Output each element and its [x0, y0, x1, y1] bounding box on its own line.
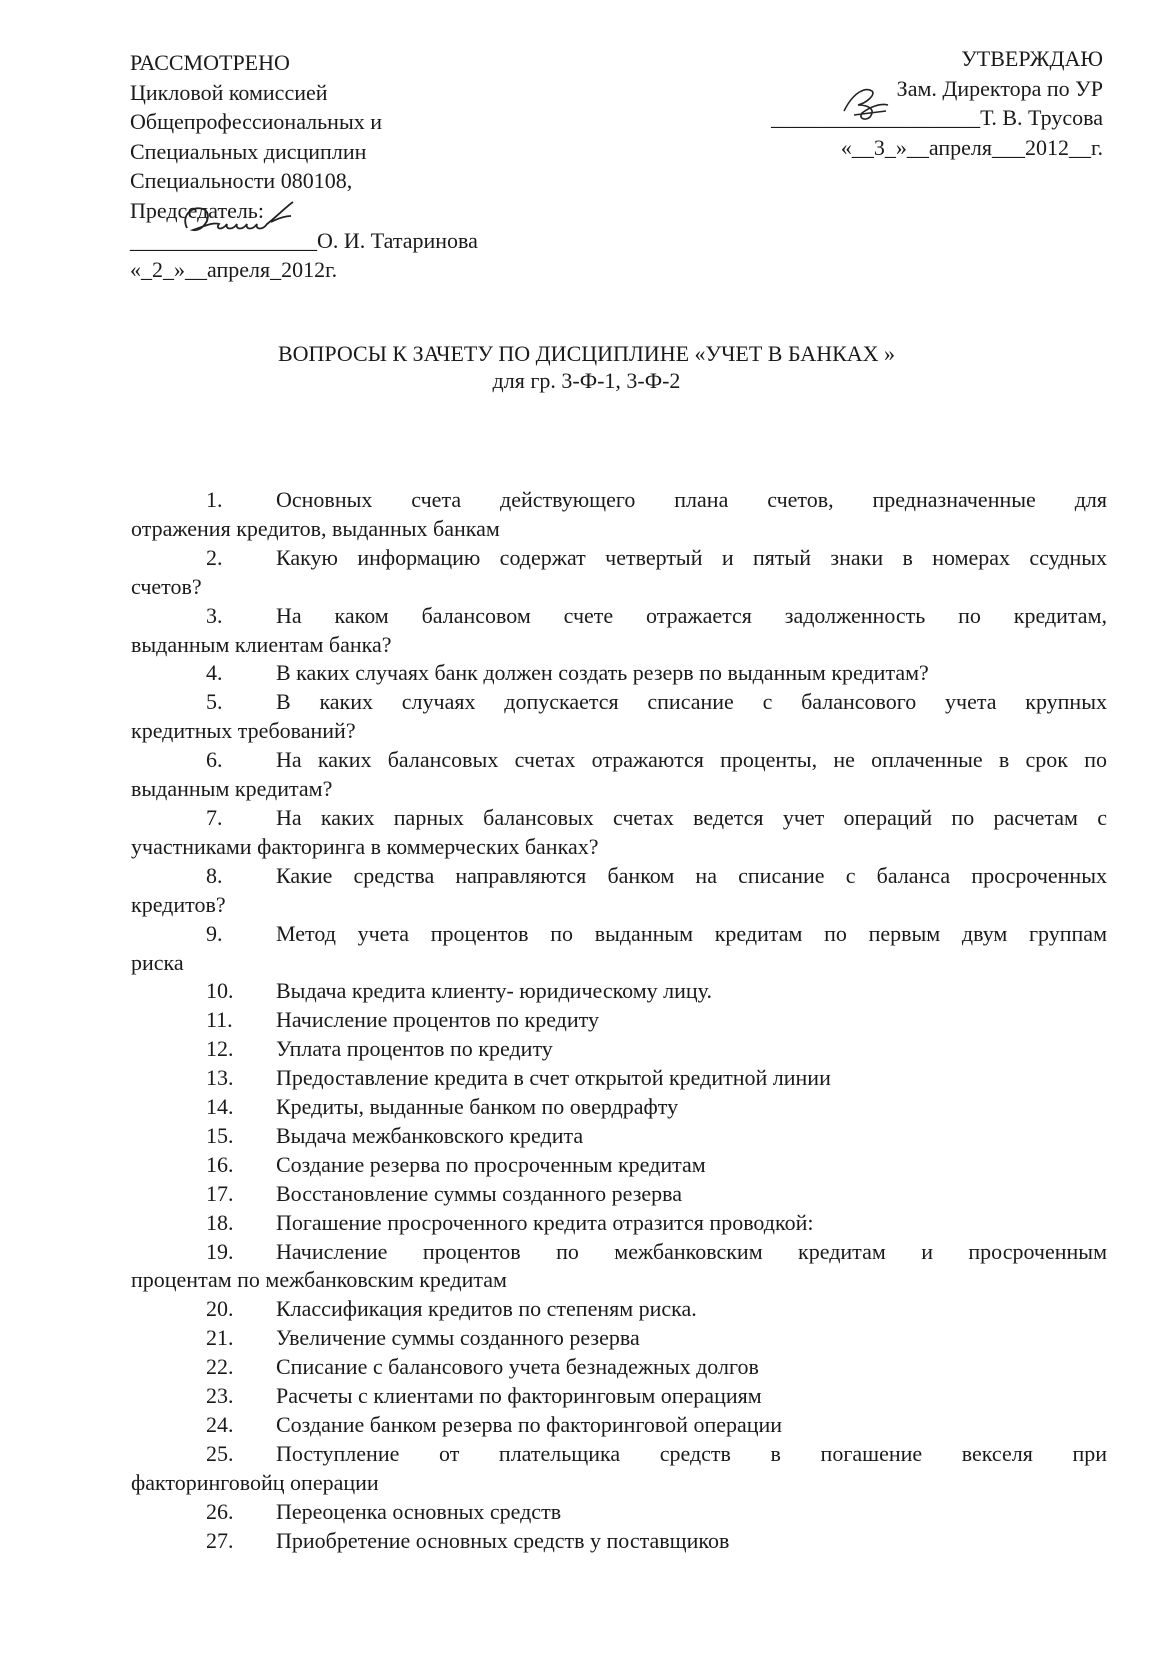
question-item [131, 1440, 1107, 1498]
question-continuation: кредитов? [131, 891, 226, 917]
approved-position: Зам. Директора по УР [896, 75, 1103, 101]
question-number: 24. [206, 1412, 234, 1437]
question-number: 3. [206, 602, 223, 628]
chairman-name: О. И. Татаринова [317, 227, 478, 253]
question-number: 22. [206, 1354, 234, 1380]
question-text: Расчеты с клиентами по факторинговым операциям [276, 1383, 762, 1409]
question-item [131, 1411, 1107, 1440]
question-first-line [131, 1382, 1107, 1411]
question-item [131, 544, 1107, 602]
question-text: Классификация кредитов по степеням риска. [276, 1296, 697, 1322]
question-text: Создание банком резерва по факторинговой операции [276, 1412, 783, 1437]
reviewed-signature-line [130, 226, 478, 256]
question-number: 26. [206, 1498, 234, 1524]
question-item [131, 920, 1107, 978]
question-first-line [131, 1295, 1107, 1324]
question-text: Какие средства направляются банком на списание с баланса просроченных [276, 862, 1107, 888]
question-number: 4. [206, 660, 223, 686]
question-item [131, 1353, 1107, 1382]
question-number: 27. [206, 1527, 234, 1553]
question-text: Уплата процентов по кредиту [276, 1036, 553, 1062]
question-text: Выдача межбанковского кредита [276, 1122, 584, 1148]
question-text: Увеличение суммы созданного резерва [276, 1325, 640, 1351]
approved-date: «__3_»__апреля___2012__г. [840, 134, 1103, 160]
question-number: 11. [206, 1007, 233, 1033]
question-continuation: риска [131, 949, 184, 975]
question-text: Выдача кредита клиенту- юридическому лицу. [276, 978, 712, 1004]
question-text: Погашение просроченного кредита отразится проводкой: [276, 1209, 814, 1235]
question-first-line [131, 804, 1107, 833]
question-first-line [131, 1324, 1107, 1353]
question-first-line [131, 1035, 1107, 1064]
signature-underline: ___________________ [771, 105, 981, 130]
approval-approved-block [683, 44, 1103, 162]
question-text: На каких балансовых счетах отражаются проценты, не оплаченные в срок по [276, 747, 1107, 773]
question-text: В каких случаях банк должен создать резерв по выданным кредитам? [276, 660, 929, 686]
question-text: Списание с балансового учета безнадежных долгов [276, 1354, 759, 1380]
question-item [131, 1382, 1107, 1411]
question-continuation: выданным клиентам банка? [131, 631, 392, 657]
question-continuation: отражения кредитов, выданных банкам [131, 515, 500, 541]
question-item [131, 1006, 1107, 1035]
question-text: Предоставление кредита в счет открытой кредитной линии [276, 1065, 831, 1091]
signature-underline: _________________ [130, 227, 317, 253]
question-number: 14. [206, 1094, 234, 1120]
question-item [131, 486, 1107, 544]
question-first-line [131, 486, 1107, 515]
question-continuation: факторинговойц операции [131, 1469, 379, 1495]
question-first-line [131, 1527, 1107, 1556]
question-item [131, 1151, 1107, 1180]
question-text: На каких парных балансовых счетах ведется учет операций по расчетам с [276, 804, 1107, 830]
question-number: 17. [206, 1180, 234, 1206]
reviewed-line-4: Специальности 080108, [130, 168, 353, 194]
question-item [131, 1324, 1107, 1353]
question-text: Начисление процентов по кредиту [276, 1007, 599, 1033]
question-first-line [131, 1151, 1107, 1180]
question-number: 20. [206, 1296, 234, 1322]
question-number: 7. [206, 804, 223, 830]
question-item [131, 1238, 1107, 1296]
question-continuation: участниками факторинга в коммерческих банках? [131, 833, 599, 859]
question-text: Поступление от плательщика средств в погашение векселя при [276, 1440, 1107, 1466]
question-first-line [131, 1180, 1107, 1209]
question-item [131, 1209, 1107, 1238]
question-number: 23. [206, 1383, 234, 1409]
question-first-line [131, 1238, 1107, 1267]
question-number: 19. [206, 1238, 234, 1264]
question-first-line [131, 1498, 1107, 1527]
question-text: Приобретение основных средств у поставщиков [276, 1527, 730, 1553]
approval-reviewed-block [130, 48, 550, 285]
question-first-line [131, 602, 1107, 631]
approved-signature-line [771, 103, 1103, 133]
question-number: 12. [206, 1036, 234, 1062]
question-text: Какую информацию содержат четвертый и пятый знаки в номерах ссудных [276, 544, 1107, 570]
question-text: Начисление процентов по межбанковским кредитам и просроченным [276, 1238, 1107, 1264]
question-number: 21. [206, 1325, 234, 1351]
question-text: В каких случаях допускается списание с балансового учета крупных [276, 689, 1107, 715]
question-number: 5. [206, 689, 223, 715]
question-first-line [131, 1006, 1107, 1035]
question-number: 1. [206, 487, 223, 512]
question-first-line [131, 920, 1107, 949]
question-first-line [131, 1093, 1107, 1122]
question-item [131, 1527, 1107, 1556]
question-number: 13. [206, 1065, 234, 1091]
question-first-line [131, 1440, 1107, 1469]
question-text: Основных счета действующего плана счетов, предназначенные для [276, 487, 1107, 512]
question-first-line [131, 1353, 1107, 1382]
question-first-line [131, 746, 1107, 775]
question-item [131, 1035, 1107, 1064]
question-first-line [131, 659, 1107, 688]
question-first-line [131, 862, 1107, 891]
question-first-line [131, 1122, 1107, 1151]
question-first-line [131, 544, 1107, 573]
question-item [131, 602, 1107, 660]
approved-heading: УТВЕРЖДАЮ [961, 46, 1103, 71]
question-first-line [131, 1411, 1107, 1440]
question-number: 10. [206, 978, 234, 1004]
question-item [131, 804, 1107, 862]
question-number: 16. [206, 1151, 234, 1177]
question-item [131, 977, 1107, 1006]
question-item [131, 1180, 1107, 1209]
question-first-line [131, 688, 1107, 717]
question-first-line [131, 1209, 1107, 1238]
question-item [131, 1295, 1107, 1324]
reviewed-line-3: Специальных дисциплин [130, 138, 367, 164]
reviewed-line-5: Председатель: [130, 197, 264, 223]
question-text: Переоценка основных средств [276, 1498, 562, 1524]
question-item [131, 688, 1107, 746]
document-title-block [0, 340, 1173, 394]
question-continuation: кредитных требований? [131, 718, 356, 744]
question-continuation: выданным кредитам? [131, 776, 333, 802]
reviewed-line-2: Общепрофессиональных и [130, 109, 383, 135]
question-text: Восстановление суммы созданного резерва [276, 1180, 683, 1206]
reviewed-date: «_2_»__апреля_2012г. [130, 257, 338, 283]
question-number: 15. [206, 1122, 234, 1148]
question-item [131, 746, 1107, 804]
approver-name: Т. В. Трусова [980, 105, 1103, 130]
question-number: 8. [206, 862, 223, 888]
question-item [131, 1093, 1107, 1122]
question-text: На каком балансовом счете отражается задолженность по кредитам, [276, 602, 1107, 628]
question-item [131, 1498, 1107, 1527]
reviewed-heading: РАССМОТРЕНО [130, 50, 290, 75]
question-item [131, 1064, 1107, 1093]
question-text: Метод учета процентов по выданным кредитам по первым двум группам [276, 920, 1107, 946]
document-subtitle: для гр. 3-Ф-1, 3-Ф-2 [492, 368, 681, 393]
question-first-line [131, 977, 1107, 1006]
questions-list [131, 486, 1107, 1556]
question-continuation: счетов? [131, 573, 202, 599]
question-text: Создание резерва по просроченным кредитам [276, 1151, 706, 1177]
question-number: 18. [206, 1209, 234, 1235]
question-number: 25. [206, 1440, 234, 1466]
question-item [131, 659, 1107, 688]
question-continuation: процентам по межбанковским кредитам [131, 1267, 507, 1293]
reviewed-line-1: Цикловой комиссией [130, 79, 328, 105]
question-number: 2. [206, 544, 223, 570]
question-text: Кредиты, выданные банком по овердрафту [276, 1094, 679, 1120]
question-item [131, 1122, 1107, 1151]
question-first-line [131, 1064, 1107, 1093]
question-number: 6. [206, 747, 223, 773]
question-number: 9. [206, 920, 223, 946]
document-title: ВОПРОСЫ К ЗАЧЕТУ ПО ДИСЦИПЛИНЕ «УЧЕТ В БАНКАХ » [277, 341, 896, 366]
question-item [131, 862, 1107, 920]
